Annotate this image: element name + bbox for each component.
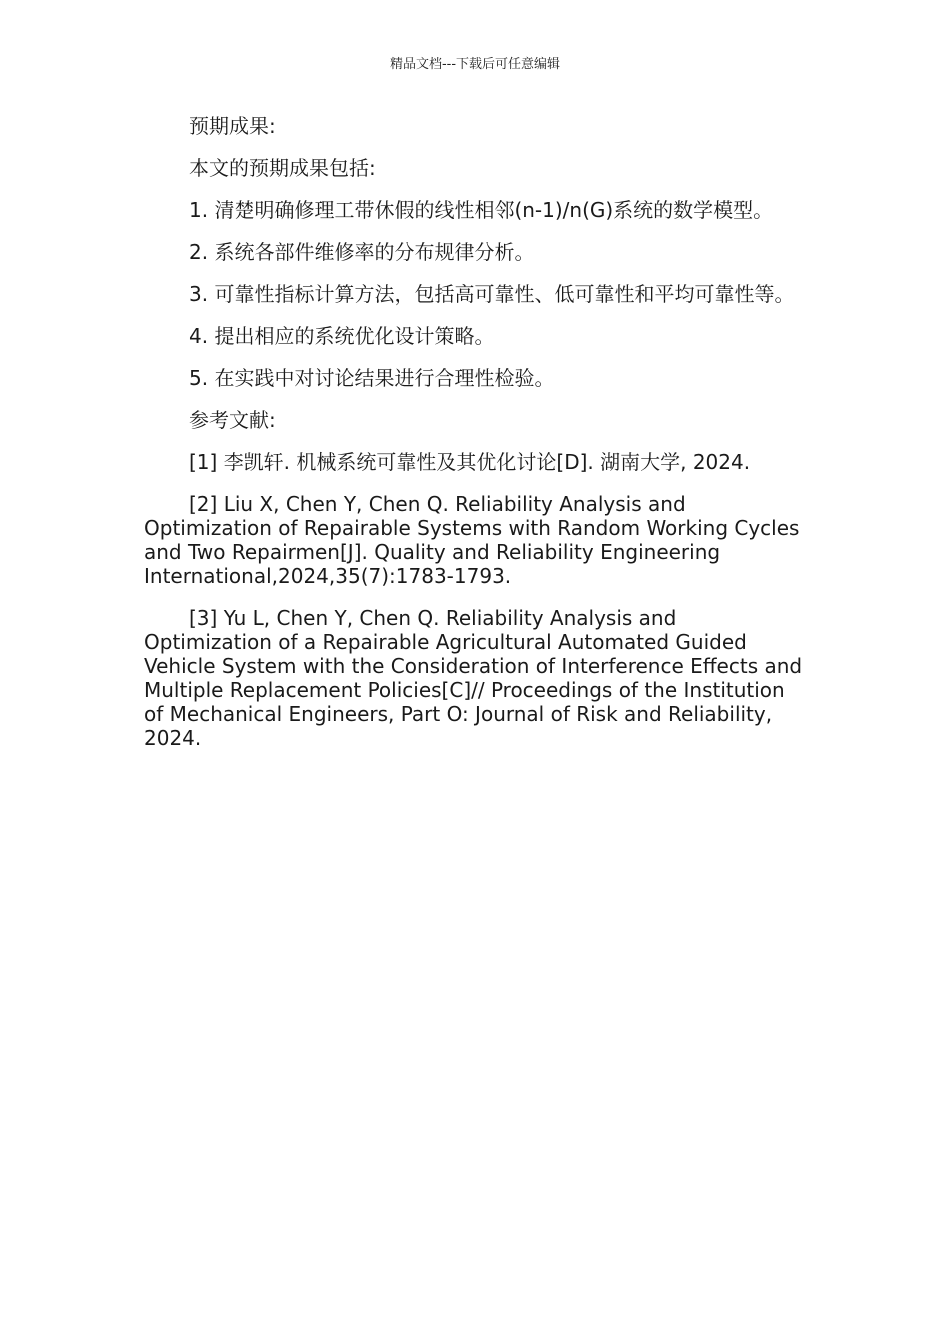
outcome-item-4: 4. 提出相应的系统优化设计策略。: [189, 324, 495, 348]
page-header: 精品文档---下载后可任意编辑: [389, 57, 561, 72]
outcome-item-5: 5. 在实践中对讨论结果进行合理性检验。: [189, 366, 555, 390]
outcome-item-3: 3. 可靠性指标计算方法，包括高可靠性、低可靠性和平均可靠性等。: [189, 282, 795, 306]
outcomes-heading: 预期成果:: [189, 114, 276, 138]
outcome-item-1: 1. 清楚明确修理工带休假的线性相邻(n-1)/n(G)系统的数学模型。: [189, 198, 774, 222]
outcomes-intro: 本文的预期成果包括:: [189, 156, 376, 180]
outcome-item-2: 2. 系统各部件维修率的分布规律分析。: [189, 240, 535, 264]
document-body: [144, 114, 808, 768]
reference-item-3: [3] Yu L, Chen Y, Chen Q. Reliability Analysis and Optimization of a Repairable Agricultural Automated Guided Vehicle System with the Consideration of Interference Effects and Multiple Replacement Policies[C]// Proceedings of the Institution of Mechanical Engineers, Part O: Journal of Risk and Reliability, 2024.: [144, 606, 803, 750]
references-heading: 参考文献:: [189, 408, 276, 432]
reference-item-1: [1] 李凯轩. 机械系统可靠性及其优化讨论[D]. 湖南大学, 2024.: [189, 450, 751, 474]
reference-item-2: [2] Liu X, Chen Y, Chen Q. Reliability Analysis and Optimization of Repairable Systems with Random Working Cycles and Two Repairmen[J]. Quality and Reliability Engineering International,2024,35(7):1783-1793.: [144, 492, 800, 588]
